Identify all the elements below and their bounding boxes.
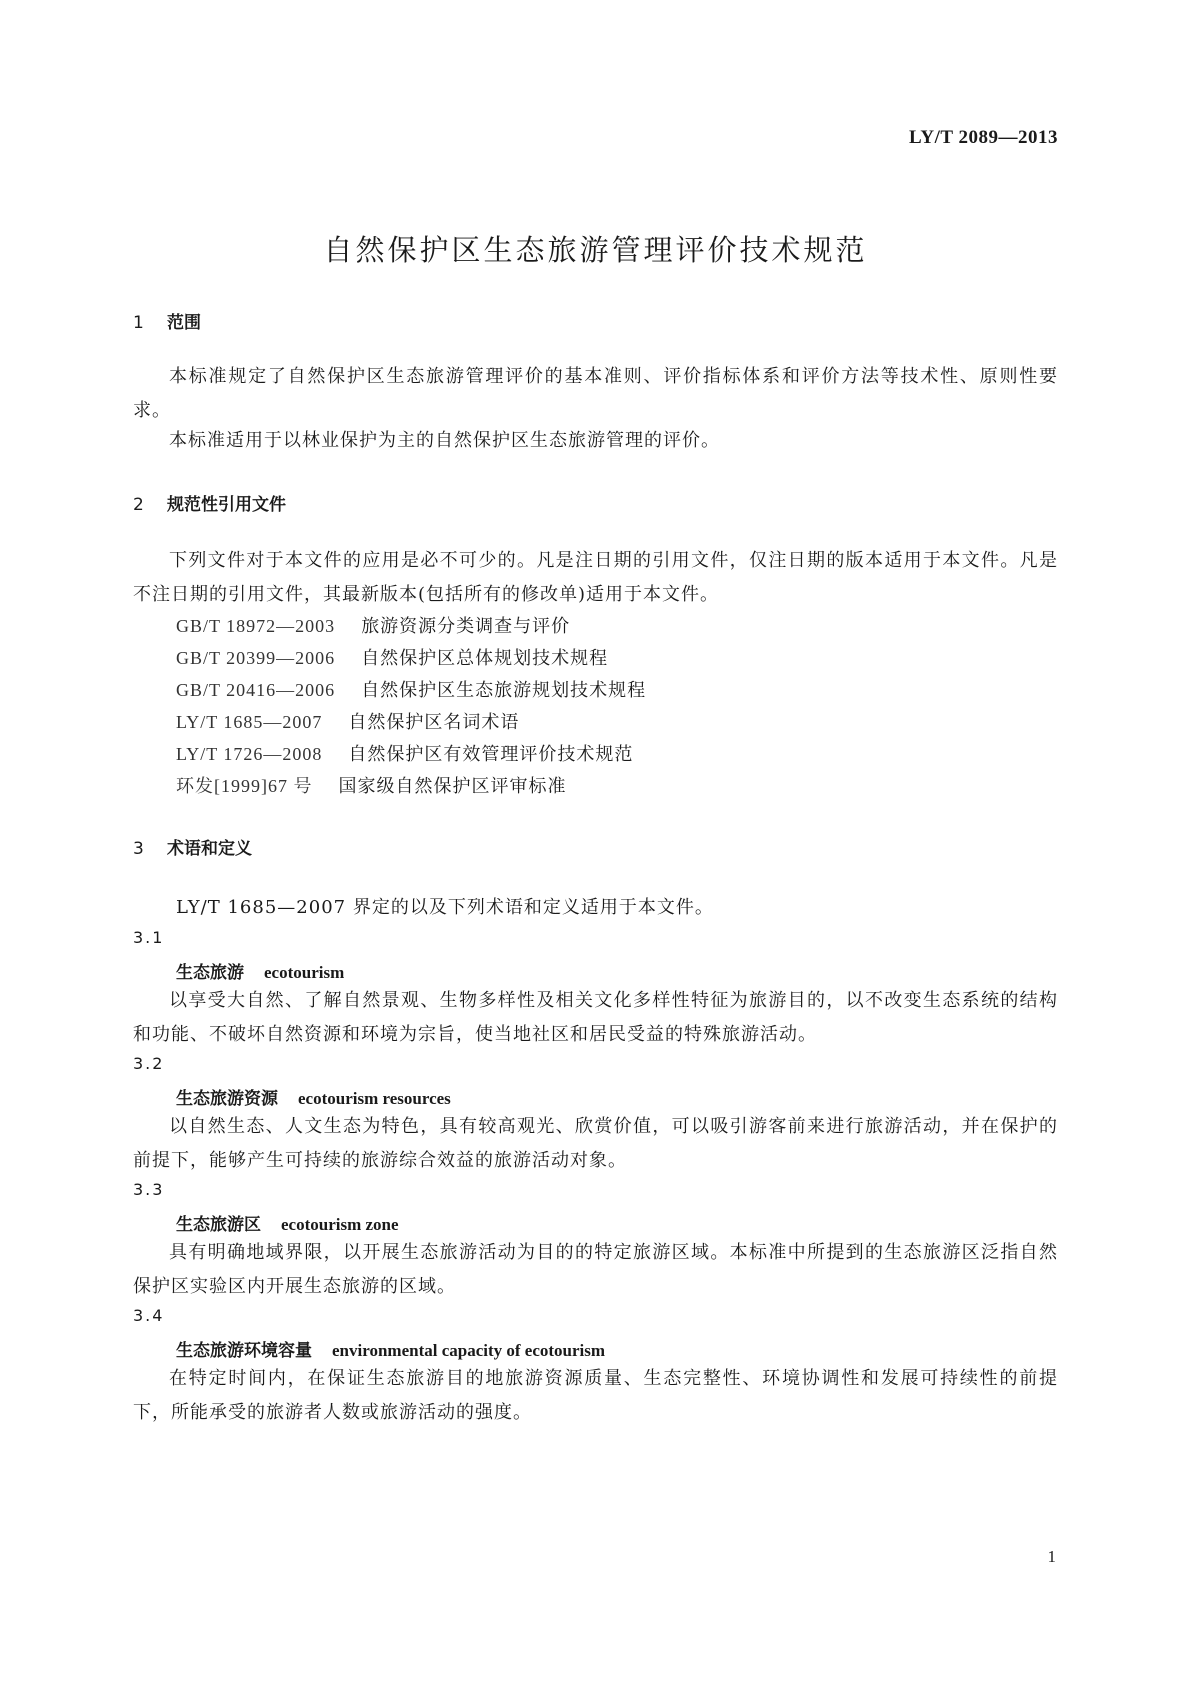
- term-number: 3.3: [133, 1180, 165, 1199]
- reference-item: [176, 612, 570, 638]
- section-title: 术语和定义: [167, 839, 252, 859]
- reference-name: 自然保护区有效管理评价技术规范: [348, 744, 634, 765]
- term-chinese: 生态旅游资源: [176, 1089, 278, 1109]
- term-number: 3.4: [133, 1306, 165, 1325]
- reference-name: 国家级自然保护区评审标准: [338, 776, 567, 797]
- term-chinese: 生态旅游环境容量: [176, 1341, 312, 1361]
- term-heading: [176, 1336, 605, 1361]
- reference-item: [176, 708, 519, 734]
- standard-number: LY/T 2089—2013: [908, 127, 1058, 148]
- term-english: environmental capacity of ecotourism: [332, 1341, 606, 1360]
- term-number: 3.2: [133, 1054, 165, 1073]
- term-heading: [176, 1084, 451, 1109]
- section-number: 2: [133, 495, 144, 515]
- term-heading: [176, 958, 344, 983]
- reference-name: 自然保护区总体规划技术规程: [361, 648, 609, 669]
- document-title: 自然保护区生态旅游管理评价技术规范: [323, 233, 868, 267]
- term-definition: 在特定时间内，在保证生态旅游目的地旅游资源质量、生态完整性、环境协调性和发展可持续性的前提下，所能承受的旅游者人数或旅游活动的强度。: [133, 1368, 1058, 1423]
- reference-name: 旅游资源分类调查与评价: [361, 616, 571, 637]
- section-number: 1: [133, 313, 144, 333]
- term-heading: [176, 1210, 399, 1235]
- reference-name: 自然保护区生态旅游规划技术规程: [361, 680, 647, 701]
- scope-paragraph-1: 本标准规定了自然保护区生态旅游管理评价的基本准则、评价指标体系和评价方法等技术性、原则性要求。: [133, 366, 1058, 421]
- term-definition: 以自然生态、人文生态为特色，具有较高观光、欣赏价值，可以吸引游客前来进行旅游活动，并在保护的前提下，能够产生可持续的旅游综合效益的旅游活动对象。: [133, 1116, 1058, 1171]
- reference-code: GB/T 20416—2006: [176, 680, 336, 700]
- reference-item: [176, 740, 633, 766]
- reference-item: [176, 644, 608, 670]
- reference-code: 环发[1999]67 号: [176, 776, 313, 796]
- reference-code: LY/T 1726—2008: [176, 744, 323, 764]
- reference-item: [176, 676, 646, 702]
- section-heading-2: [133, 490, 286, 515]
- term-definition: 具有明确地域界限，以开展生态旅游活动为目的的特定旅游区域。本标准中所提到的生态旅游区泛指自然保护区实验区内开展生态旅游的区域。: [133, 1242, 1058, 1297]
- reference-code: GB/T 18972—2003: [176, 616, 336, 636]
- reference-item: [176, 772, 567, 798]
- reference-name: 自然保护区名词术语: [348, 712, 520, 733]
- section-title: 范围: [167, 313, 201, 333]
- term-chinese: 生态旅游: [176, 963, 244, 983]
- scope-paragraph-2: 本标准适用于以林业保护为主的自然保护区生态旅游管理的评价。: [169, 430, 720, 451]
- term-definition: 以享受大自然、了解自然景观、生物多样性及相关文化多样性特征为旅游目的，以不改变生态系统的结构和功能、不破坏自然资源和环境为宗旨，使当地社区和居民受益的特殊旅游活动。: [133, 990, 1058, 1045]
- section-heading-1: [133, 308, 201, 333]
- term-number: 3.1: [133, 928, 165, 947]
- section-title: 规范性引用文件: [167, 495, 286, 515]
- section-heading-3: [133, 834, 252, 859]
- terms-intro: LY/T 1685—2007 界定的以及下列术语和定义适用于本文件。: [176, 897, 714, 918]
- reference-code: GB/T 20399—2006: [176, 648, 336, 668]
- page-number: 1: [1047, 1547, 1056, 1566]
- term-chinese: 生态旅游区: [176, 1215, 261, 1235]
- section-number: 3: [133, 839, 144, 859]
- term-english: ecotourism resources: [298, 1089, 451, 1108]
- references-intro-paragraph: 下列文件对于本文件的应用是必不可少的。凡是注日期的引用文件，仅注日期的版本适用于本文件。凡是不注日期的引用文件，其最新版本(包括所有的修改单)适用于本文件。: [133, 550, 1058, 605]
- term-english: ecotourism: [264, 963, 345, 982]
- reference-code: LY/T 1685—2007: [176, 712, 323, 732]
- term-english: ecotourism zone: [281, 1215, 399, 1234]
